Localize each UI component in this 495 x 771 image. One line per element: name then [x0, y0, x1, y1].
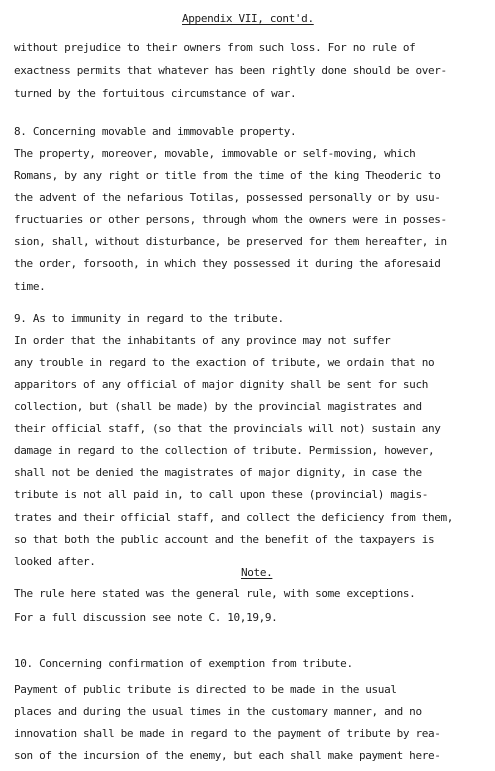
text-line: without prejudice to their owners from such loss. For no rule of [14, 41, 416, 54]
text-line: their official staff, (so that the provincials will not) sustain any [14, 422, 441, 435]
text-line: the order, forsooth, in which they possessed it during the aforesaid [14, 257, 441, 270]
note-heading: Note. [241, 566, 273, 579]
text-line: turned by the fortuitous circumstance of war. [14, 87, 297, 100]
section-8-heading: 8. Concerning movable and immovable property. [14, 125, 297, 138]
text-line: trates and their official staff, and collect the deficiency from them, [14, 511, 454, 524]
text-line: looked after. [14, 555, 96, 568]
section-9-heading: 9. As to immunity in regard to the tribute. [14, 312, 284, 325]
text-line: apparitors of any official of major dignity shall be sent for such [14, 378, 428, 391]
text-line: sion, shall, without disturbance, be preserved for them hereafter, in [14, 235, 447, 248]
text-line: so that both the public account and the benefit of the taxpayers is [14, 533, 435, 546]
text-line: The property, moreover, movable, immovable or self-moving, which [14, 147, 416, 160]
text-line: places and during the usual times in the customary manner, and no [14, 705, 422, 718]
text-line: The rule here stated was the general rule, with some exceptions. [14, 587, 416, 600]
text-line: any trouble in regard to the exaction of tribute, we ordain that no [14, 356, 435, 369]
text-line: damage in regard to the collection of tribute. Permission, however, [14, 444, 435, 457]
text-line: exactness permits that whatever has been rightly done should be over- [14, 64, 447, 77]
text-line: Romans, by any right or title from the time of the king Theoderic to [14, 169, 441, 182]
text-line: time. [14, 280, 46, 293]
text-line: For a full discussion see note C. 10,19,9. [14, 611, 278, 624]
section-10-heading: 10. Concerning confirmation of exemption from tribute. [14, 657, 353, 670]
page-header: Appendix VII, cont'd. [182, 12, 314, 25]
text-line: innovation shall be made in regard to the payment of tribute by rea- [14, 727, 441, 740]
text-line: Payment of public tribute is directed to be made in the usual [14, 683, 397, 696]
text-line: the advent of the nefarious Totilas, possessed personally or by usu- [14, 191, 441, 204]
text-line: son of the incursion of the enemy, but each shall make payment here- [14, 749, 441, 762]
text-line: collection, but (shall be made) by the provincial magistrates and [14, 400, 422, 413]
text-line: In order that the inhabitants of any province may not suffer [14, 334, 391, 347]
text-line: tribute is not all paid in, to call upon these (provincial) magis- [14, 488, 428, 501]
text-line: shall not be denied the magistrates of major dignity, in case the [14, 466, 422, 479]
text-line: fructuaries or other persons, through whom the owners were in posses- [14, 213, 447, 226]
